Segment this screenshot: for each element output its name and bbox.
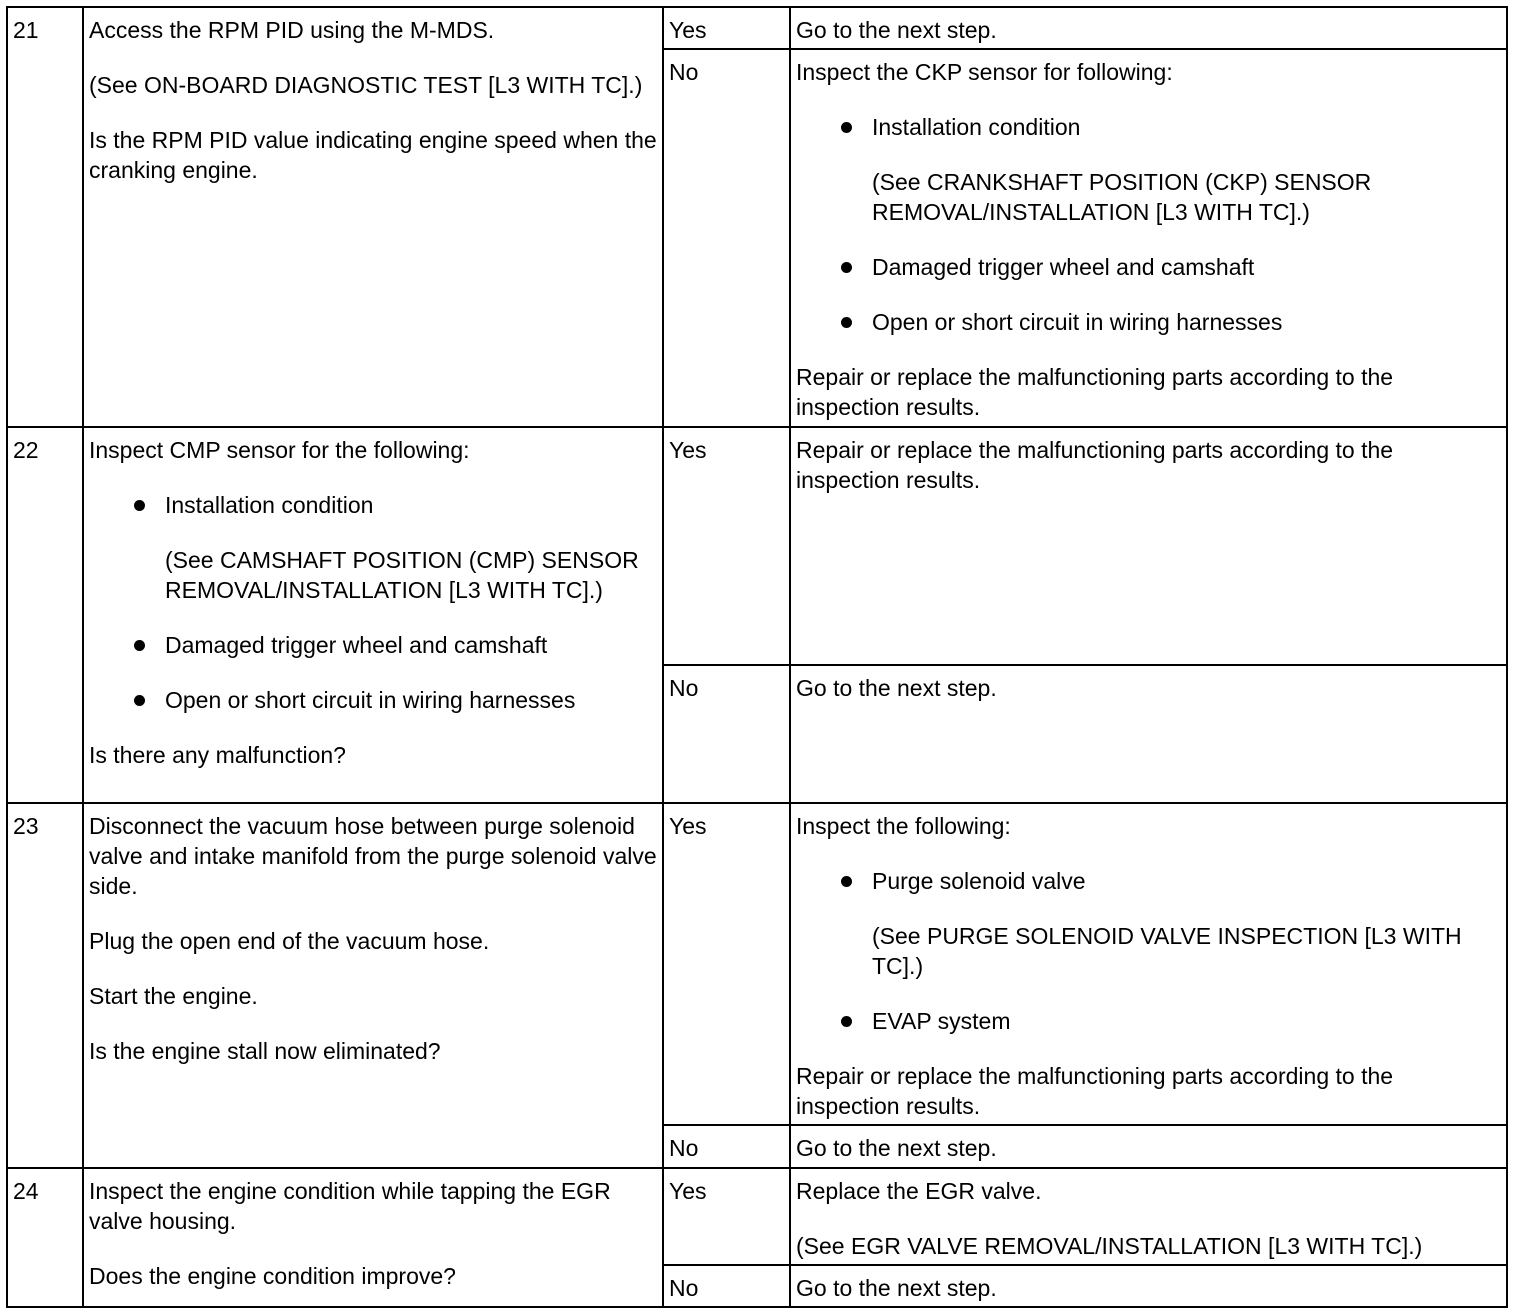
no-result-cell <box>790 1125 1507 1168</box>
action-text: Access the RPM PID using the M-MDS. <box>89 17 495 43</box>
list-item-reference: (See CRANKSHAFT POSITION (CKP) SENSOR REMOVAL/INSTALLATION [L3 WITH TC].) <box>872 169 1372 225</box>
list-item-text: Open or short circuit in wiring harnesses <box>872 309 1283 335</box>
list-item <box>89 630 657 660</box>
no-label-cell <box>663 1265 790 1307</box>
list-item-text: EVAP system <box>872 1008 1011 1034</box>
table-row-step-21 <box>7 7 1507 49</box>
no-result-cell <box>790 1265 1507 1307</box>
result-outro: Repair or replace the malfunctioning parts according to the inspection results. <box>796 364 1394 420</box>
action-cell <box>83 803 663 1168</box>
action-text: Plug the open end of the vacuum hose. <box>89 928 490 954</box>
no-label-cell <box>663 1125 790 1168</box>
step-number-cell <box>7 1168 83 1307</box>
no-label-cell <box>663 665 790 803</box>
list-item-text: Installation condition <box>165 492 374 518</box>
inspection-list <box>796 112 1501 337</box>
yes-label-cell <box>663 1168 790 1265</box>
result-intro: Inspect the CKP sensor for following: <box>796 59 1173 85</box>
no-label: No <box>669 1275 699 1301</box>
no-label: No <box>669 59 699 85</box>
list-item <box>89 685 657 715</box>
list-item-reference: (See CAMSHAFT POSITION (CMP) SENSOR REMOVAL/INSTALLATION [L3 WITH TC].) <box>165 547 639 603</box>
table-row-step-24 <box>7 1168 1507 1265</box>
list-item-reference: (See PURGE SOLENOID VALVE INSPECTION [L3 WITH TC].) <box>872 923 1462 979</box>
inspection-list <box>796 866 1501 1036</box>
yes-label-cell <box>663 7 790 49</box>
inspection-list <box>89 490 657 715</box>
no-label-cell <box>663 49 790 427</box>
list-item <box>89 490 657 605</box>
table-row-step-23 <box>7 803 1507 1125</box>
action-text: Disconnect the vacuum hose between purge solenoid valve and intake manifold from the purge solenoid valve side. <box>89 813 657 899</box>
yes-result-cell <box>790 803 1507 1125</box>
result-text: Go to the next step. <box>796 675 997 701</box>
action-question: Does the engine condition improve? <box>89 1263 456 1289</box>
action-cell <box>83 7 663 427</box>
result-text: Replace the EGR valve. <box>796 1178 1042 1204</box>
list-item-text: Damaged trigger wheel and camshaft <box>165 632 548 658</box>
action-question: Is there any malfunction? <box>89 742 346 768</box>
list-item <box>796 866 1501 981</box>
list-item-text: Installation condition <box>872 114 1081 140</box>
result-outro: Repair or replace the malfunctioning parts according to the inspection results. <box>796 1063 1394 1119</box>
list-item-text: Damaged trigger wheel and camshaft <box>872 254 1255 280</box>
step-number: 23 <box>13 813 39 839</box>
step-number: 22 <box>13 437 39 463</box>
action-text: Inspect the engine condition while tapping the EGR valve housing. <box>89 1178 611 1234</box>
yes-result-cell <box>790 7 1507 49</box>
yes-label-cell <box>663 427 790 665</box>
yes-label: Yes <box>669 437 707 463</box>
action-question: Is the RPM PID value indicating engine speed when the cranking engine. <box>89 127 657 183</box>
no-result-cell <box>790 665 1507 803</box>
no-label: No <box>669 675 699 701</box>
result-text: Go to the next step. <box>796 1275 997 1301</box>
result-text: Repair or replace the malfunctioning parts according to the inspection results. <box>796 437 1394 493</box>
yes-label: Yes <box>669 17 707 43</box>
yes-result-cell <box>790 427 1507 665</box>
list-item <box>796 307 1501 337</box>
yes-label: Yes <box>669 1178 707 1204</box>
yes-label-cell <box>663 803 790 1125</box>
list-item <box>796 1006 1501 1036</box>
list-item-text: Open or short circuit in wiring harnesses <box>165 687 576 713</box>
step-number-cell <box>7 803 83 1168</box>
list-item <box>796 112 1501 227</box>
no-result-cell <box>790 49 1507 427</box>
step-number: 21 <box>13 17 39 43</box>
yes-label: Yes <box>669 813 707 839</box>
list-item <box>796 252 1501 282</box>
result-text: Go to the next step. <box>796 1135 997 1161</box>
action-question: Is the engine stall now eliminated? <box>89 1038 441 1064</box>
diagnostic-procedure-table <box>6 6 1508 1308</box>
step-number-cell <box>7 7 83 427</box>
step-number-cell <box>7 427 83 803</box>
action-text: Inspect CMP sensor for the following: <box>89 437 470 463</box>
action-cell <box>83 427 663 803</box>
result-reference: (See EGR VALVE REMOVAL/INSTALLATION [L3 WITH TC].) <box>796 1233 1423 1259</box>
no-label: No <box>669 1135 699 1161</box>
action-reference: (See ON-BOARD DIAGNOSTIC TEST [L3 WITH TC].) <box>89 72 643 98</box>
result-text: Go to the next step. <box>796 17 997 43</box>
yes-result-cell <box>790 1168 1507 1265</box>
list-item-text: Purge solenoid valve <box>872 868 1086 894</box>
action-text: Start the engine. <box>89 983 258 1009</box>
action-cell <box>83 1168 663 1307</box>
table-row-step-22 <box>7 427 1507 665</box>
step-number: 24 <box>13 1178 39 1204</box>
result-intro: Inspect the following: <box>796 813 1011 839</box>
